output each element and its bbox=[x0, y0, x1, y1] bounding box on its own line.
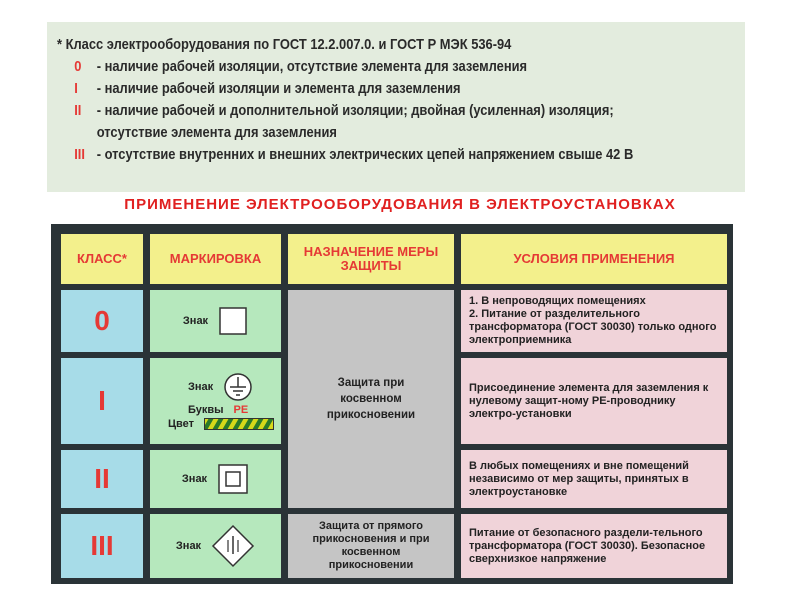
empty-square-icon bbox=[218, 306, 248, 336]
condition-line: В любых помещениях и вне помещений независимо от мер защиты, принятых в электроустановке bbox=[469, 459, 689, 498]
legend-text: - наличие рабочей изоляции, отсутствие элемента для заземления bbox=[96, 58, 528, 75]
legend-text: - наличие рабочей изоляции и элемента для заземления bbox=[96, 80, 461, 97]
protection-indirect: Защита при косвенном прикосновении bbox=[288, 290, 454, 508]
header-marking: МАРКИРОВКА bbox=[150, 234, 281, 284]
legend-item-4 bbox=[57, 144, 649, 166]
protection-direct: Защита от прямого прикосновения и при косвенном прикосновении bbox=[288, 514, 454, 578]
conditions-cell-3 bbox=[461, 514, 727, 578]
class-cell-3: III bbox=[61, 514, 143, 578]
letters-value: PE bbox=[233, 404, 249, 416]
condition-line: Питание от безопасного раздели-тельного трансформатора (ГОСТ 30030). Безопасное сверхнизкое напряжение bbox=[469, 526, 706, 565]
condition-line: Присоединение элемента для заземления к нулевому защит-ному PE-проводнику электро-установки bbox=[469, 381, 709, 420]
application-table bbox=[51, 224, 733, 584]
legend-text: - отсутствие внутренних и внешних электрических цепей напряжением свыше 42 В bbox=[96, 146, 634, 163]
mark-label: Знак bbox=[181, 473, 208, 485]
condition-line: 2. Питание от разделительного трансформатора (ГОСТ 30030) только одного электроприемника bbox=[469, 308, 717, 346]
legend-item-2 bbox=[57, 100, 649, 122]
legend-code: 0 bbox=[74, 58, 82, 75]
legend-code: III bbox=[74, 146, 85, 163]
marking-cell-1 bbox=[150, 358, 281, 444]
diamond-symbol-icon bbox=[211, 524, 255, 568]
condition-line: 1. В непроводящих помещениях bbox=[469, 295, 646, 307]
legend-text: отсутствие элемента для заземления bbox=[96, 124, 337, 141]
mark-label: Знак bbox=[188, 381, 214, 393]
ground-symbol-icon bbox=[223, 372, 253, 402]
color-label: Цвет bbox=[168, 418, 195, 430]
stripe-icon bbox=[204, 418, 274, 430]
section-heading: ПРИМЕНЕНИЕ ЭЛЕКТРООБОРУДОВАНИЯ В ЭЛЕКТРОУСТАНОВКАХ bbox=[124, 196, 676, 213]
class-cell-2: II bbox=[61, 450, 143, 508]
legend-code: I bbox=[74, 80, 78, 97]
header-class: КЛАСС* bbox=[61, 234, 143, 284]
conditions-cell-2 bbox=[461, 450, 727, 508]
legend-item-3 bbox=[57, 122, 649, 144]
mark-label: Знак bbox=[175, 540, 202, 552]
class-cell-1: I bbox=[61, 358, 143, 444]
marking-cell-2 bbox=[150, 450, 281, 508]
letters-label: Буквы bbox=[188, 404, 224, 416]
class-legend bbox=[47, 22, 745, 192]
legend-code: II bbox=[74, 102, 82, 119]
mark-label: Знак bbox=[182, 315, 209, 327]
legend-item-1 bbox=[57, 78, 649, 100]
header-protection: НАЗНАЧЕНИЕ МЕРЫ ЗАЩИТЫ bbox=[288, 234, 454, 284]
conditions-cell-1 bbox=[461, 358, 727, 444]
header-conditions: УСЛОВИЯ ПРИМЕНЕНИЯ bbox=[461, 234, 727, 284]
conditions-cell-0 bbox=[461, 290, 727, 352]
legend-item-0 bbox=[57, 56, 649, 78]
marking-cell-3 bbox=[150, 514, 281, 578]
double-square-icon bbox=[217, 463, 249, 495]
class-cell-0: 0 bbox=[61, 290, 143, 352]
legend-text: - наличие рабочей и дополнительной изоляции; двойная (усиленная) изоляция; bbox=[96, 102, 614, 119]
legend-title: * Класс электрооборудования по ГОСТ 12.2.007.0. и ГОСТ Р МЭК 536-94 bbox=[57, 36, 512, 53]
marking-cell-0 bbox=[150, 290, 281, 352]
